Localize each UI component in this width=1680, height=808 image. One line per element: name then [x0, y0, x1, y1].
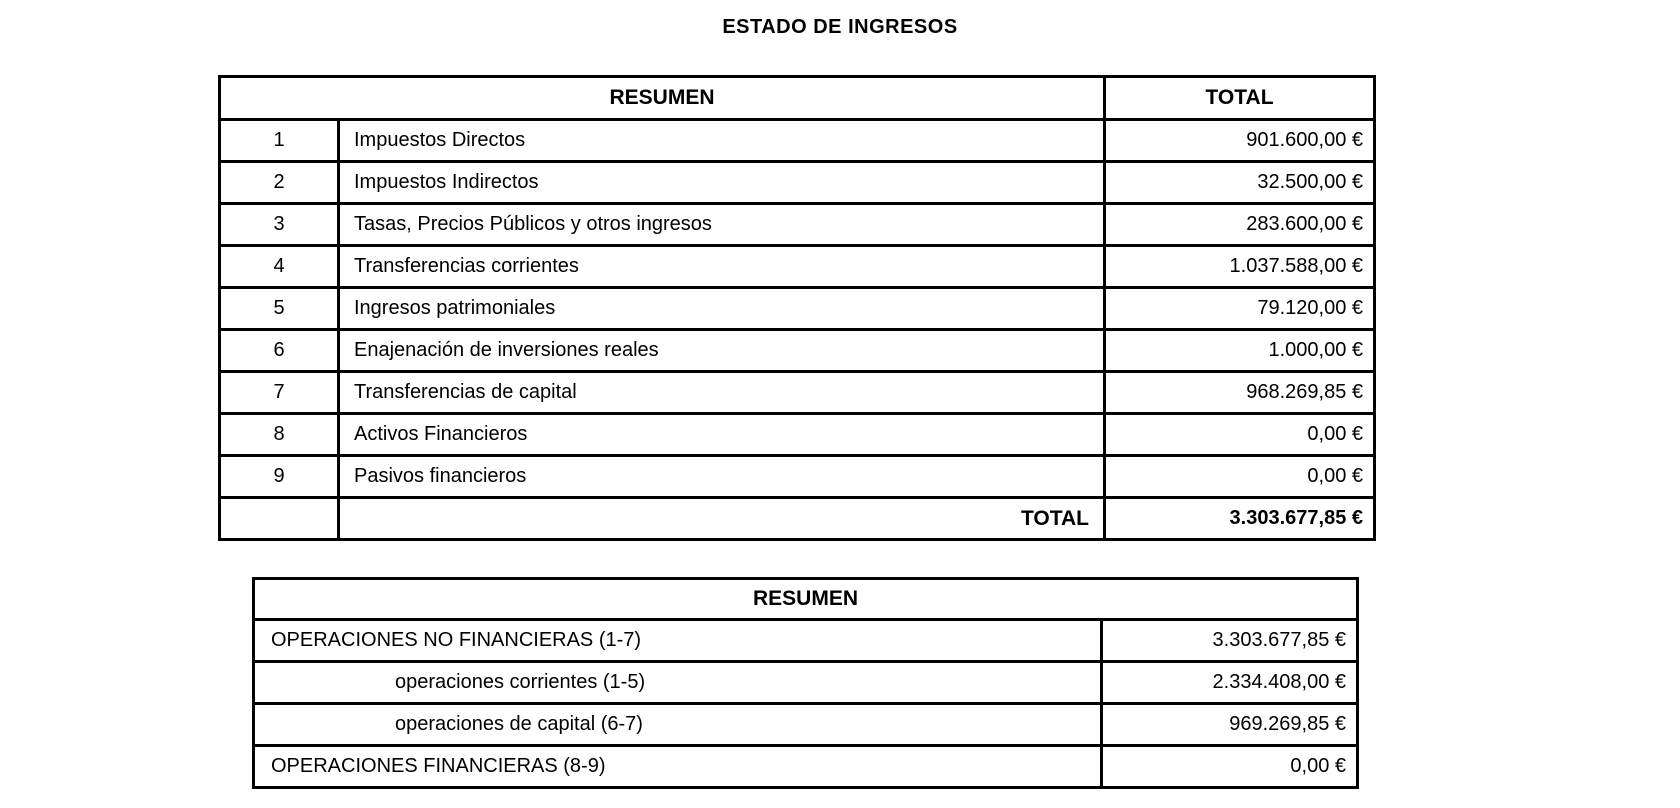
income-table-row — [220, 372, 1375, 414]
summary-table — [252, 577, 1359, 789]
row-amount: 3.303.677,85 € — [1102, 620, 1358, 662]
summary-table-body — [254, 620, 1358, 788]
row-number: 4 — [220, 246, 339, 288]
row-amount: 1.037.588,00 € — [1105, 246, 1375, 288]
document-title: ESTADO DE INGRESOS — [722, 16, 958, 38]
row-amount: 1.000,00 € — [1105, 330, 1375, 372]
income-table — [218, 75, 1376, 541]
row-amount: 0,00 € — [1105, 456, 1375, 498]
row-amount: 969.269,85 € — [1102, 704, 1358, 746]
row-concept: operaciones de capital (6-7) — [254, 704, 1102, 746]
income-table-row — [220, 246, 1375, 288]
row-concept: Impuestos Indirectos — [339, 162, 1105, 204]
row-amount: 2.334.408,00 € — [1102, 662, 1358, 704]
row-concept: Pasivos financieros — [339, 456, 1105, 498]
row-amount: 0,00 € — [1105, 414, 1375, 456]
row-number: 9 — [220, 456, 339, 498]
income-table-row — [220, 162, 1375, 204]
row-amount: 79.120,00 € — [1105, 288, 1375, 330]
income-table-header-row — [220, 77, 1375, 120]
row-amount: 32.500,00 € — [1105, 162, 1375, 204]
row-amount: 968.269,85 € — [1105, 372, 1375, 414]
summary-table-row — [254, 746, 1358, 788]
summary-table-row — [254, 662, 1358, 704]
row-concept: Ingresos patrimoniales — [339, 288, 1105, 330]
row-number: 6 — [220, 330, 339, 372]
row-number: 5 — [220, 288, 339, 330]
row-amount: 901.600,00 € — [1105, 120, 1375, 162]
total-row-label: TOTAL — [339, 498, 1105, 540]
total-row-amount: 3.303.677,85 € — [1105, 498, 1375, 540]
row-concept: OPERACIONES FINANCIERAS (8-9) — [254, 746, 1102, 788]
row-number: 8 — [220, 414, 339, 456]
row-concept: operaciones corrientes (1-5) — [254, 662, 1102, 704]
income-table-row — [220, 204, 1375, 246]
row-concept: Transferencias de capital — [339, 372, 1105, 414]
income-table-row — [220, 456, 1375, 498]
row-number: 7 — [220, 372, 339, 414]
row-amount: 283.600,00 € — [1105, 204, 1375, 246]
row-concept: Impuestos Directos — [339, 120, 1105, 162]
summary-table-row — [254, 704, 1358, 746]
income-table-header-total: TOTAL — [1105, 77, 1375, 120]
row-number: 1 — [220, 120, 339, 162]
row-concept: Transferencias corrientes — [339, 246, 1105, 288]
income-table-row — [220, 120, 1375, 162]
income-table-header-resumen: RESUMEN — [220, 77, 1105, 120]
row-concept: Activos Financieros — [339, 414, 1105, 456]
summary-table-row — [254, 620, 1358, 662]
row-amount: 0,00 € — [1102, 746, 1358, 788]
total-row-empty-cell — [220, 498, 339, 540]
income-table-row — [220, 414, 1375, 456]
row-number: 2 — [220, 162, 339, 204]
income-total-row — [220, 498, 1375, 540]
row-number: 3 — [220, 204, 339, 246]
row-concept: OPERACIONES NO FINANCIERAS (1-7) — [254, 620, 1102, 662]
row-concept: Tasas, Precios Públicos y otros ingresos — [339, 204, 1105, 246]
summary-table-header-row — [254, 579, 1358, 620]
income-table-row — [220, 288, 1375, 330]
income-table-body — [220, 120, 1375, 498]
row-concept: Enajenación de inversiones reales — [339, 330, 1105, 372]
income-table-row — [220, 330, 1375, 372]
summary-table-header-resumen: RESUMEN — [254, 579, 1358, 620]
